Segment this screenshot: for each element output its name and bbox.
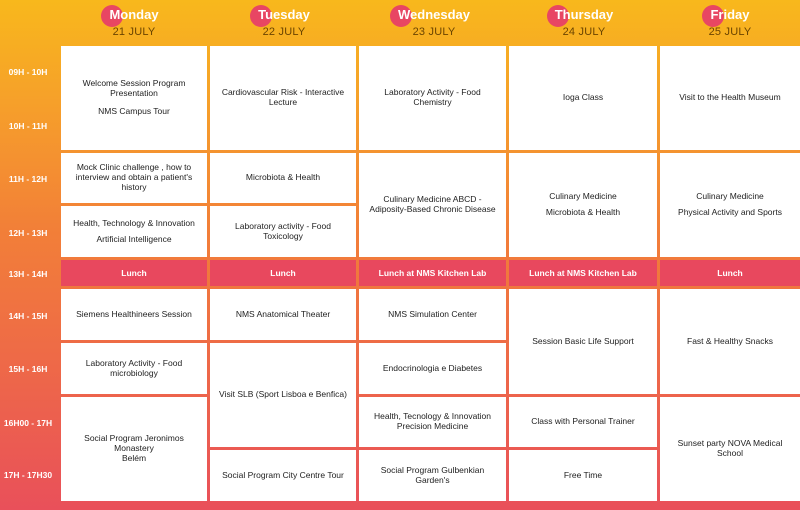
event-endocrinologia[interactable] [359,343,506,394]
time-label: 09H - 10H [8,67,48,77]
event-title: Health, Tecnology & Innovation Precision Medicine [373,411,492,431]
event-title: Class with Personal Trainer [531,416,635,427]
event-subtitle: Physical Activity and Sports [678,207,782,217]
lunch-thursday[interactable]: Lunch at NMS Kitchen Lab [509,260,657,286]
time-label: 13H - 14H [8,269,48,279]
day-header-friday [660,6,800,38]
time-label: 17H - 17H30 [3,470,53,480]
event-visit-slb[interactable] [210,343,356,447]
day-name: Tuesday [258,7,310,22]
day-date: 22 JULY [262,26,306,38]
event-anatomical-theater[interactable] [210,289,356,340]
time-label: 15H - 16H [8,364,48,374]
event-culinary-medicine-thursday[interactable] [509,153,657,257]
event-subtitle: Artificial Intelligence [96,233,172,244]
event-title: Session Basic Life Support [532,335,634,346]
event-lab-food-microbiology[interactable] [61,343,207,394]
event-title: Laboratory activity - Food Toxicology [235,220,331,241]
day-name: Monday [109,7,159,22]
event-social-jeronimos[interactable] [61,397,207,501]
event-ioga-class[interactable] [509,46,657,150]
lunch-friday[interactable]: Lunch [660,260,800,286]
day-header-wednesday [360,6,508,38]
event-title: Health, Technology & Innovation [73,217,195,228]
event-title: Laboratory Activity - Food Chemistry [384,87,481,107]
day-header-monday [60,6,208,38]
event-title: Sunset party NOVA Medical School [677,438,783,458]
event-basic-life-support[interactable] [509,289,657,394]
event-title: Social Program Gulbenkian Garden's [380,464,485,485]
time-label: 11H - 12H [8,174,48,184]
day-name: Friday [710,7,750,22]
event-title: Culinary Medicine [549,191,617,202]
event-lab-food-toxicology[interactable] [210,206,356,257]
event-title: Social Program Jeronimos Monastery [84,433,184,454]
event-title: Welcome Session Program Presentation [82,78,186,99]
event-subtitle: Microbiota & Health [545,207,621,217]
event-health-museum[interactable] [660,46,800,150]
event-microbiota-health[interactable] [210,153,356,203]
event-title: Siemens Healthineers Session [76,308,192,319]
event-title: Culinary Medicine [696,191,764,202]
time-label: 14H - 15H [8,311,48,321]
event-culinary-medicine-friday[interactable] [660,153,800,257]
event-subtitle: Belém [121,452,147,463]
event-title: Free Time [563,469,603,480]
event-social-city-centre[interactable] [210,450,356,501]
event-title: NMS Anatomical Theater [235,308,331,319]
event-title: Microbiota & Health [245,172,321,183]
event-social-gulbenkian[interactable] [359,450,506,501]
event-title: Fast & Healthy Snacks [687,335,773,346]
event-precision-medicine[interactable] [359,397,506,447]
event-sunset-party[interactable] [660,397,800,501]
event-health-technology[interactable] [61,206,207,257]
event-title: Culinary Medicine ABCD - Adiposity-Based Chronic Disease [369,194,496,214]
event-welcome-session[interactable] [61,46,207,150]
day-date: 24 JULY [562,26,606,38]
event-title: Laboratory Activity - Food microbiology [85,357,183,378]
event-title: NMS Simulation Center [388,308,477,319]
event-title: Visit SLB (Sport Lisboa e Benfica) [219,389,347,400]
event-title: Ioga Class [562,92,604,103]
event-mock-clinic[interactable] [61,153,207,203]
event-title: Social Program City Centre Tour [222,469,344,480]
event-healthy-snacks[interactable] [660,289,800,394]
day-date: 21 JULY [112,26,156,38]
event-subtitle: NMS Campus Tour [98,105,170,116]
time-label: 16H00 - 17H [3,418,53,428]
event-title: Mock Clinic challenge , how to interview and obtain a patient's history [75,162,193,192]
day-header-thursday [510,6,658,38]
day-date: 25 JULY [708,26,752,38]
event-title: Cardiovascular Risk - Interactive Lecture [221,87,345,107]
lunch-wednesday[interactable]: Lunch at NMS Kitchen Lab [359,260,506,286]
day-header-tuesday [210,6,358,38]
event-simulation-center[interactable] [359,289,506,340]
lunch-tuesday[interactable]: Lunch [210,260,356,286]
day-name: Wednesday [397,7,470,22]
event-culinary-medicine-abcd[interactable] [359,153,506,257]
lunch-monday[interactable]: Lunch [61,260,207,286]
event-title: Endocrinologia e Diabetes [382,362,483,373]
event-siemens[interactable] [61,289,207,340]
event-title: Visit to the Health Museum [679,92,781,103]
time-label: 12H - 13H [8,228,48,238]
day-name: Thursday [554,7,614,22]
time-label: 10H - 11H [8,121,48,131]
day-date: 23 JULY [412,26,456,38]
event-lab-food-chemistry[interactable] [359,46,506,150]
event-cardiovascular-risk[interactable] [210,46,356,150]
event-personal-trainer[interactable] [509,397,657,447]
event-free-time[interactable] [509,450,657,501]
